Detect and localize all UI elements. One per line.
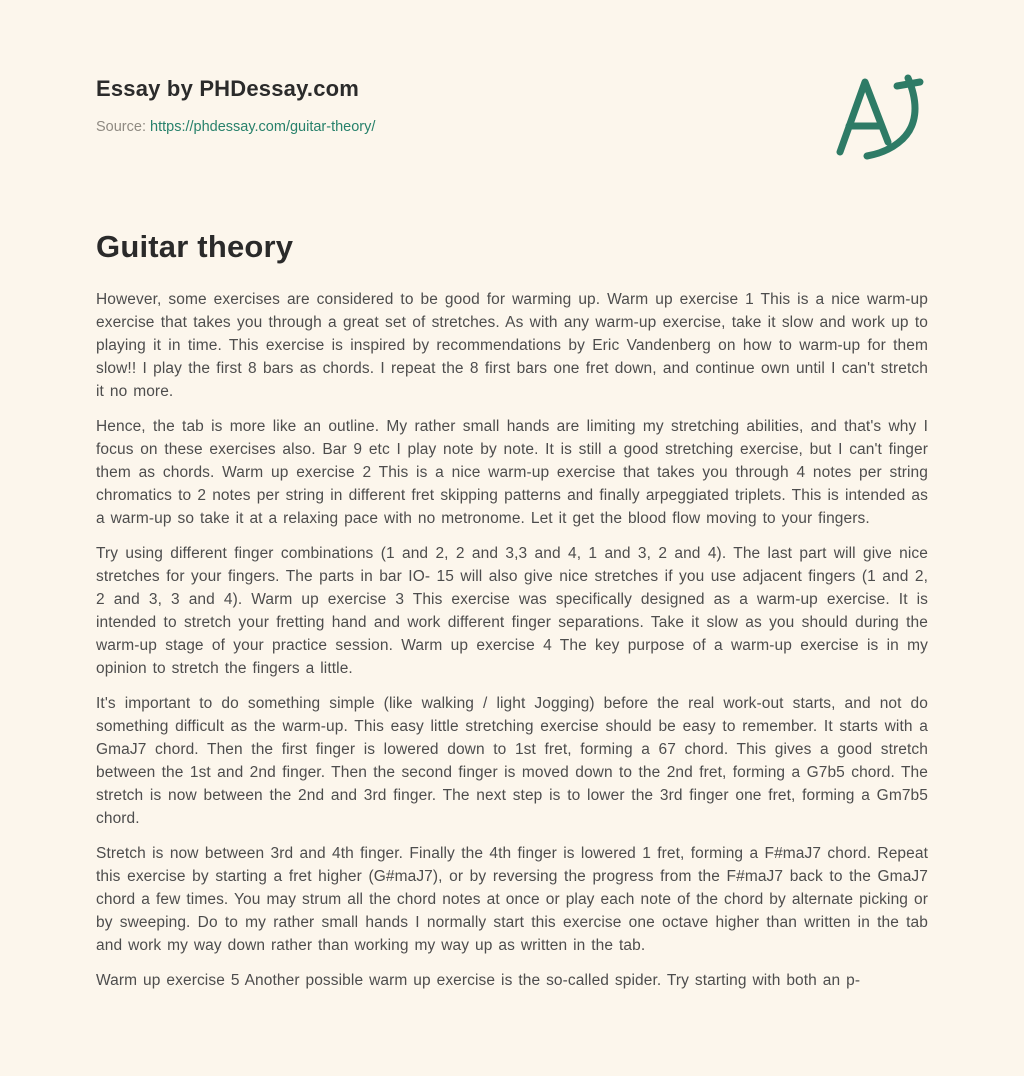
essay-paragraph-3: Try using different finger combinations (1 and 2, 2 and 3,3 and 4, 1 and 3, 2 and 4). The last part will give nice stretches for your fingers. The parts in bar IO- 15 will also give nice stretches if you use adjacent fingers (1 and 2, 2 and 3, 3 and 4). Warm up exercise 3 This exercise was specifically designed as a warm-up exercise. It is intended to stretch your fretting hand and work different finger separations. Take it slow as you should during the warm-up stage of your practice session. Warm up exercise 4 The key purpose of a warm-up exercise is in my opinion to stretch the fingers a little. [96,545,928,677]
essay-paragraph-1: However, some exercises are considered to be good for warming up. Warm up exercise 1 This is a nice warm-up exercise that takes you through a great set of stretches. As with any warm-up exercise, take it slow and work up to playing it in time. This exercise is inspired by recommendations by Eric Vandenberg on how to warm-up for them slow!! I play the first 8 bars as chords. I repeat the 8 first bars one fret down, and continue own until I can't stretch it no more. [96,291,928,400]
page-header [96,76,928,166]
essay-paragraph-5: Stretch is now between 3rd and 4th finger. Finally the 4th finger is lowered 1 fret, forming a F#maJ7 chord. Repeat this exercise by starting a fret higher (G#maJ7), or by reversing the progress from the F#maJ7 back to the GmaJ7 chord a few times. You may strum all the chord notes at once or play each note of the chord by alternate picking or by sweeping. Do to my rather small hands I normally start this exercise one octave higher than written in the tab and work my way down rather than working my way up as written in the tab. [96,845,928,954]
logo-cross-bar [897,82,920,86]
site-title: Essay by PHDessay.com [96,76,360,101]
essay-title: Guitar theory [96,229,294,264]
logo-j-curve [867,78,915,156]
essay-paragraph-2: Hence, the tab is more like an outline. My rather small hands are limiting my stretching abilities, and that's why I focus on these exercises also. Bar 9 etc I play note by note. It is still a good stretching exercise, but I can't finger them as chords. Warm up exercise 2 This is a nice warm-up exercise that takes you through 4 notes per string chromatics to 2 notes per string in different fret skipping patterns and finally arpeggiated triplets. This is intended as a warm-up so take it at a relaxing pace with no metronome. Let it get the blood flow moving to your fingers. [96,418,928,527]
source-link[interactable]: https://phdessay.com/guitar-theory/ [150,119,376,135]
source-label: Source: [96,119,146,135]
essay-content [96,228,928,992]
essay-paragraph-4: It's important to do something simple (like walking / light Jogging) before the real work-out starts, and not do something difficult as the warm-up. This easy little stretching exercise should be easy to remember. It starts with a GmaJ7 chord. Then the first finger is lowered down to 1st fret, forming a 67 chord. This gives a good stretch between the 1st and 2nd finger. Then the second finger is moved down to the 2nd fret, forming a G7b5 chord. The stretch is now between the 2nd and 3rd finger. The next step is to lower the 3rd finger one fret, forming a Gm7b5 chord. [96,695,928,827]
essay-paragraph-6: Warm up exercise 5 Another possible warm up exercise is the so-called spider. Try starting with both an p- [96,972,861,989]
header-text-block [96,76,375,135]
logo-a-strokes [840,82,888,152]
phdessay-logo-icon [832,70,928,162]
source-line [96,119,375,135]
